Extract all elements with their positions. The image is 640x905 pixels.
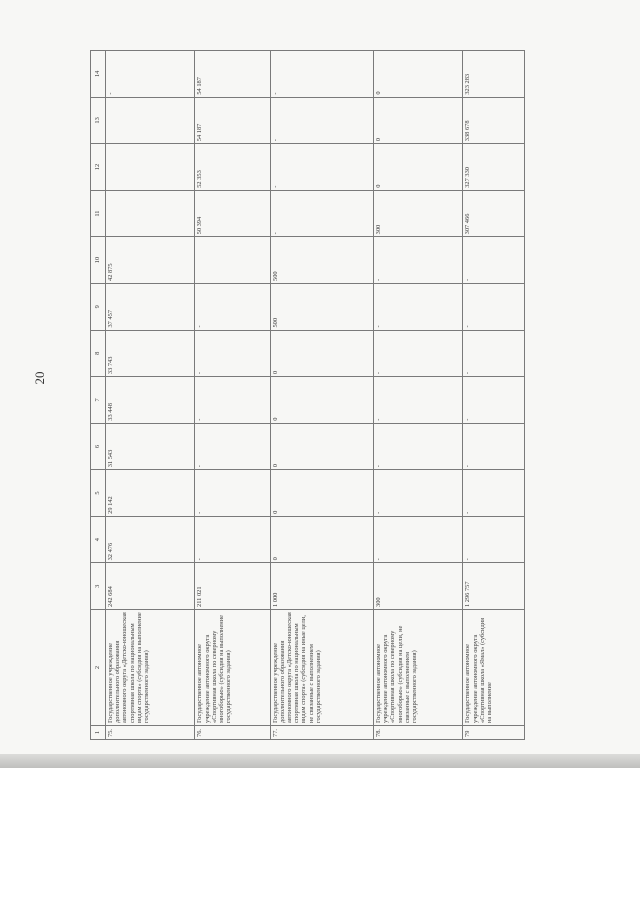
value-cell: 0 <box>374 144 463 191</box>
institution-name-cell: Государственное учреждение дополнительного образования автономного округа «Детско-юношеская спортивная школа по национальным видам спорта» (субсидия на выполнение государственного задания) <box>106 610 195 726</box>
header-cell: 1 <box>91 726 106 740</box>
value-cell: 37 457 <box>106 283 195 330</box>
institution-name-cell: Государственное учреждение дополнительного образования автономного округа «Детско-юношеская спортивная школа по национальным видам спорта» (субсидия на иные цели, не связанные с выполнением государственного задания) <box>270 610 373 726</box>
value-cell <box>106 190 195 237</box>
value-cell: - <box>195 516 270 563</box>
rotated-table-wrapper <box>90 50 525 740</box>
value-cell: - <box>374 237 463 284</box>
value-cell: 0 <box>270 516 373 563</box>
header-cell: 10 <box>91 237 106 284</box>
value-cell <box>106 144 195 191</box>
value-cell: - <box>195 377 270 424</box>
value-cell: 42 875 <box>106 237 195 284</box>
value-cell: - <box>270 190 373 237</box>
value-cell: - <box>374 377 463 424</box>
value-cell: 33 743 <box>106 330 195 377</box>
page-number: 20 <box>32 371 47 385</box>
header-cell: 5 <box>91 470 106 517</box>
value-cell: - <box>463 470 525 517</box>
value-cell: 307 466 <box>463 190 525 237</box>
value-cell: 29 142 <box>106 470 195 517</box>
header-cell: 11 <box>91 190 106 237</box>
scan-bottom-edge <box>0 754 640 768</box>
header-cell: 8 <box>91 330 106 377</box>
value-cell: 31 543 <box>106 423 195 470</box>
value-cell: 0 <box>374 97 463 144</box>
header-cell: 7 <box>91 377 106 424</box>
value-cell: 0 <box>374 51 463 98</box>
value-cell: 52 353 <box>195 144 270 191</box>
value-cell: 242 684 <box>106 563 195 610</box>
value-cell: 50 394 <box>195 190 270 237</box>
value-cell: - <box>374 423 463 470</box>
value-cell: - <box>463 423 525 470</box>
value-cell: 300 <box>374 563 463 610</box>
value-cell: - <box>270 144 373 191</box>
value-cell: 0 <box>270 423 373 470</box>
row-number-cell: 79 <box>463 726 525 740</box>
value-cell <box>195 237 270 284</box>
value-cell <box>106 97 195 144</box>
institution-name-cell: Государственное автономное учреждение автономного округа «Спортивная школа по северному многоборью» (субсидия на цели, не связанные с выполнением государственного задания) <box>374 610 463 726</box>
value-cell: - <box>195 423 270 470</box>
institution-name-cell: Государственное автономное учреждение автономного округа «Спортивная школа «Ямал» (субсидия на выполнение <box>463 610 525 726</box>
row-number-cell: 76. <box>195 726 270 740</box>
table-row <box>463 51 525 740</box>
value-cell: 327 330 <box>463 144 525 191</box>
value-cell: - <box>374 516 463 563</box>
table-row <box>195 51 270 740</box>
table-row <box>106 51 195 740</box>
value-cell: - <box>463 237 525 284</box>
header-cell: 12 <box>91 144 106 191</box>
value-cell: - <box>195 330 270 377</box>
value-cell: - <box>463 377 525 424</box>
value-cell: - <box>463 516 525 563</box>
header-cell: 3 <box>91 563 106 610</box>
value-cell: - <box>374 330 463 377</box>
header-cell: 13 <box>91 97 106 144</box>
value-cell: - <box>106 51 195 98</box>
header-cell: 6 <box>91 423 106 470</box>
value-cell: 0 <box>270 470 373 517</box>
value-cell: - <box>374 470 463 517</box>
value-cell: 500 <box>270 283 373 330</box>
value-cell: - <box>270 97 373 144</box>
value-cell: 1 000 <box>270 563 373 610</box>
value-cell: - <box>463 283 525 330</box>
value-cell: 54 187 <box>195 51 270 98</box>
header-cell: 14 <box>91 51 106 98</box>
header-cell: 2 <box>91 610 106 726</box>
row-number-cell: 78. <box>374 726 463 740</box>
table-row <box>270 51 373 740</box>
row-number-cell: 75. <box>106 726 195 740</box>
value-cell: - <box>195 283 270 330</box>
header-cell: 9 <box>91 283 106 330</box>
table-row <box>374 51 463 740</box>
value-cell: 32 476 <box>106 516 195 563</box>
header-row <box>91 51 106 740</box>
value-cell: - <box>195 470 270 517</box>
row-number-cell: 77. <box>270 726 373 740</box>
value-cell: 0 <box>270 377 373 424</box>
value-cell: 0 <box>270 330 373 377</box>
institution-name-cell: Государственное автономное учреждение автономного округа «Спортивная школа по северному многоборью» (субсидия на выполнение государственного задания) <box>195 610 270 726</box>
value-cell: 211 021 <box>195 563 270 610</box>
value-cell: - <box>374 283 463 330</box>
value-cell: - <box>270 51 373 98</box>
value-cell: 323 283 <box>463 51 525 98</box>
header-cell: 4 <box>91 516 106 563</box>
value-cell: 338 678 <box>463 97 525 144</box>
value-cell: 54 187 <box>195 97 270 144</box>
value-cell: 33 448 <box>106 377 195 424</box>
value-cell: - <box>463 330 525 377</box>
value-cell: 500 <box>270 237 373 284</box>
value-cell: 300 <box>374 190 463 237</box>
budget-table <box>90 50 525 740</box>
value-cell: 1 296 757 <box>463 563 525 610</box>
